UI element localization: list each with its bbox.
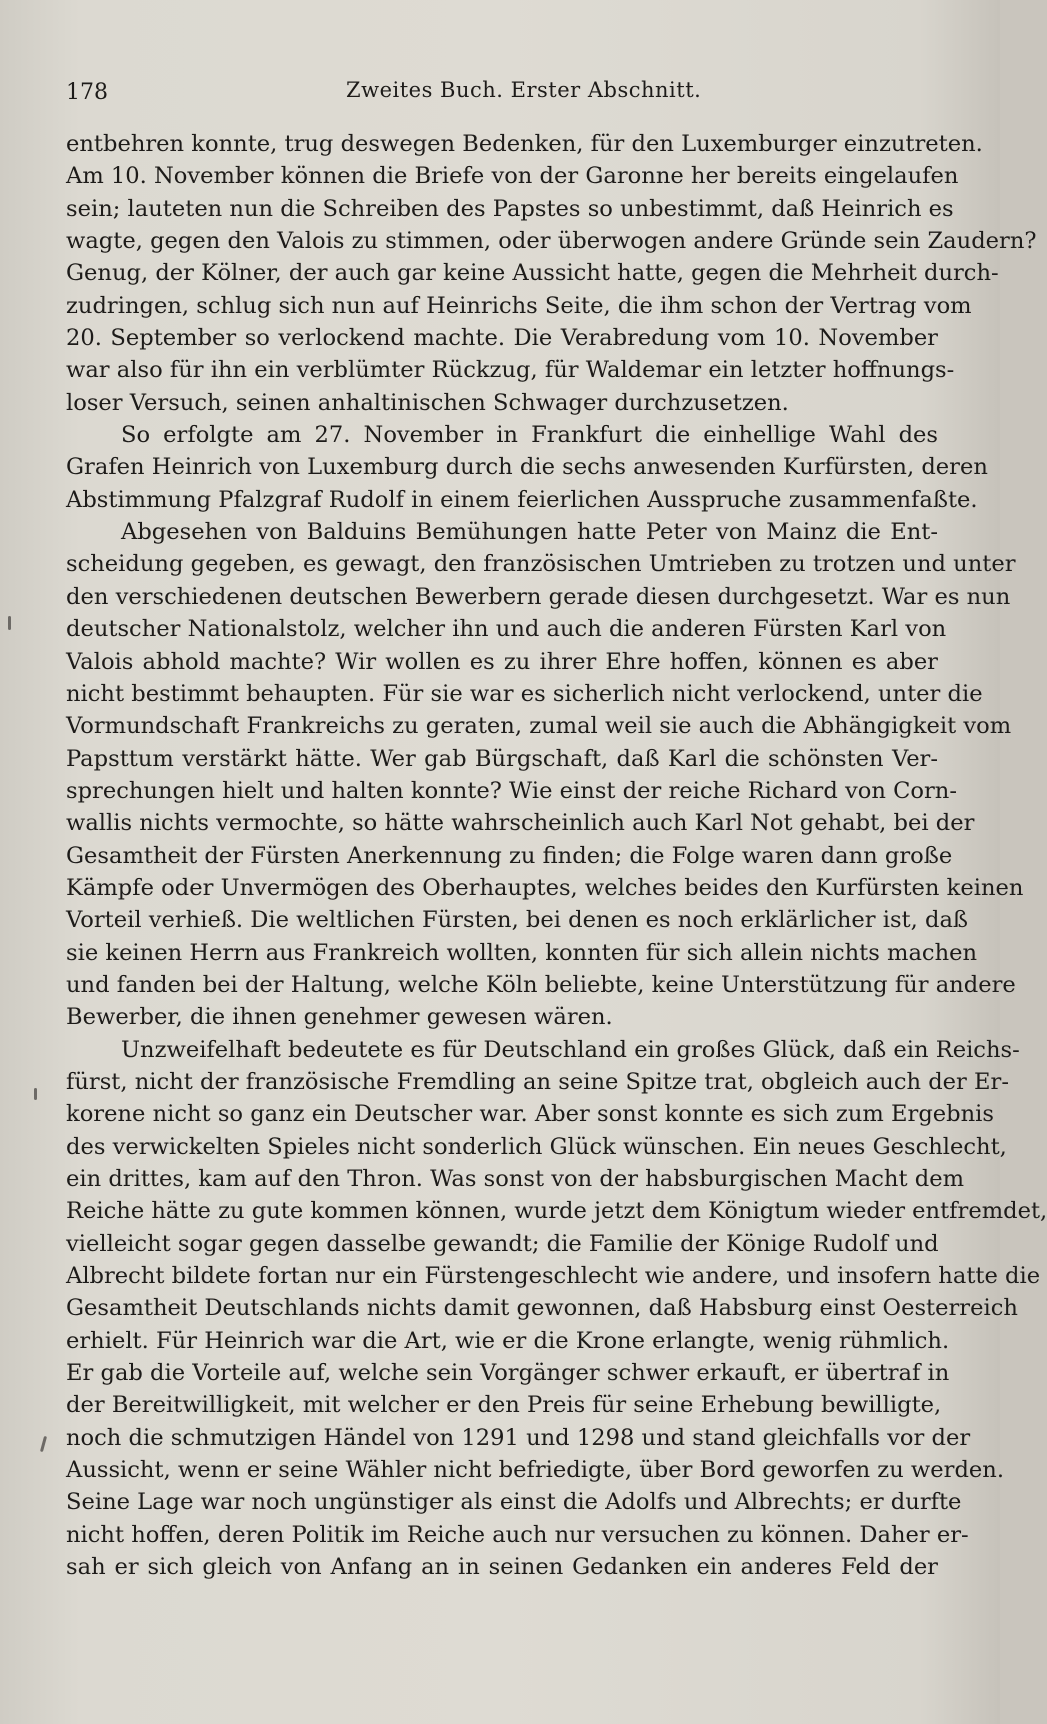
text-line: wagte, gegen den Valois zu stimmen, oder überwogen andere Gründe sein Zaudern?	[66, 228, 1037, 255]
text-line: Abgesehen von Balduins Bemühungen hatte Peter von Mainz die Ent-	[121, 519, 938, 546]
text-line: nicht bestimmt behaupten. Für sie war es sicherlich nicht verlockend, unter die	[66, 680, 983, 707]
text-line: Gesamtheit der Fürsten Anerkennung zu finden; die Folge waren dann große	[66, 842, 953, 869]
text-line: und fanden bei der Haltung, welche Köln beliebte, keine Unterstützung für andere	[66, 971, 1016, 998]
text-line: sein; lauteten nun die Schreiben des Papstes so unbestimmt, daß Heinrich es	[66, 195, 954, 222]
text-line: Am 10. November können die Briefe von der Garonne her bereits eingelaufen	[66, 163, 959, 190]
text-line: noch die schmutzigen Händel von 1291 und 1298 und stand gleichfalls vor der	[66, 1424, 971, 1451]
text-line: 20. September so verlockend machte. Die Verabredung vom 10. November	[66, 325, 938, 352]
text-line: Gesamtheit Deutschlands nichts damit gewonnen, daß Habsburg einst Oesterreich	[66, 1295, 1018, 1322]
text-line: So erfolgte am 27. November in Frankfurt die einhellige Wahl des	[121, 422, 938, 449]
text-line: Bewerber, die ihnen genehmer gewesen wären.	[66, 1004, 613, 1031]
text-line: wallis nichts vermochte, so hätte wahrscheinlich auch Karl Not gehabt, bei der	[66, 810, 975, 837]
text-line: Genug, der Kölner, der auch gar keine Aussicht hatte, gegen die Mehrheit durch-	[66, 260, 999, 287]
text-line: Albrecht bildete fortan nur ein Fürstengeschlecht wie andere, und insofern hatte die	[66, 1263, 1041, 1290]
text-line: Papsttum verstärkt hätte. Wer gab Bürgschaft, daß Karl die schönsten Ver-	[66, 745, 938, 772]
text-line: fürst, nicht der französische Fremdling an seine Spitze trat, obgleich auch der Er-	[66, 1068, 1009, 1095]
text-line: sie keinen Herrn aus Frankreich wollten, konnten für sich allein nichts machen	[66, 939, 978, 966]
page-header	[66, 78, 936, 114]
text-line: Unzweifelhaft bedeutete es für Deutschland ein großes Glück, daß ein Reichs-	[121, 1036, 1020, 1063]
running-title: Zweites Buch. Erster Abschnitt.	[346, 78, 702, 102]
text-line: Vorteil verhieß. Die weltlichen Fürsten, bei denen es noch erklärlicher ist, daß	[66, 907, 969, 934]
text-line: deutscher Nationalstolz, welcher ihn und auch die anderen Fürsten Karl von	[66, 616, 947, 643]
page-number: 178	[66, 80, 108, 105]
margin-mark	[40, 1436, 47, 1452]
text-line: ein drittes, kam auf den Thron. Was sonst von der habsburgischen Macht dem	[66, 1166, 964, 1192]
text-line: Kämpfe oder Unvermögen des Oberhauptes, welches beides den Kurfürsten keinen	[66, 874, 1024, 901]
text-line: Er gab die Vorteile auf, welche sein Vorgänger schwer erkauft, er übertraf in	[66, 1360, 950, 1387]
margin-mark	[34, 1088, 37, 1100]
body-text	[66, 128, 1047, 1583]
text-line: Reiche hätte zu gute kommen können, wurde jetzt dem Königtum wieder entfremdet,	[66, 1198, 1047, 1225]
text-line: erhielt. Für Heinrich war die Art, wie er die Krone erlangte, wenig rühmlich.	[66, 1327, 950, 1354]
text-line: den verschiedenen deutschen Bewerbern gerade diesen durchgesetzt. War es nun	[66, 583, 1011, 610]
text-line: Valois abhold machte? Wir wollen es zu ihrer Ehre hoffen, können es aber	[66, 648, 938, 675]
text-line: Seine Lage war noch ungünstiger als einst die Adolfs und Albrechts; er durfte	[66, 1489, 962, 1516]
margin-mark	[8, 616, 11, 630]
text-line: Vormundschaft Frankreichs zu geraten, zumal weil sie auch die Abhängigkeit vom	[66, 713, 1012, 740]
text-line: zudringen, schlug sich nun auf Heinrichs Seite, die ihm schon der Vertrag vom	[66, 292, 972, 319]
text-line: der Bereitwilligkeit, mit welcher er den Preis für seine Erhebung bewilligte,	[66, 1392, 942, 1419]
text-line: nicht hoffen, deren Politik im Reiche auch nur versuchen zu können. Daher er-	[66, 1521, 969, 1548]
text-line: Abstimmung Pfalzgraf Rudolf in einem feierlichen Ausspruche zusammenfaßte.	[66, 486, 978, 513]
text-line: war also für ihn ein verblümter Rückzug, für Waldemar ein letzter hoffnungs-	[66, 357, 955, 384]
text-line: scheidung gegeben, es gewagt, den französischen Umtrieben zu trotzen und unter	[66, 551, 1016, 578]
text-line: Grafen Heinrich von Luxemburg durch die sechs anwesenden Kurfürsten, deren	[66, 454, 988, 481]
text-line: Aussicht, wenn er seine Wähler nicht befriedigte, über Bord geworfen zu werden.	[66, 1457, 1005, 1484]
text-line: sah er sich gleich von Anfang an in seinen Gedanken ein anderes Feld der	[66, 1554, 938, 1581]
text-line: loser Versuch, seinen anhaltinischen Schwager durchzusetzen.	[66, 389, 789, 416]
text-line: sprechungen hielt und halten konnte? Wie einst der reiche Richard von Corn-	[66, 777, 957, 804]
text-line: des verwickelten Spieles nicht sonderlich Glück wünschen. Ein neues Geschlecht,	[66, 1133, 1007, 1160]
text-line: korene nicht so ganz ein Deutscher war. Aber sonst konnte es sich zum Ergebnis	[66, 1101, 994, 1128]
text-line: entbehren konnte, trug deswegen Bedenken, für den Luxemburger einzutreten.	[66, 131, 983, 157]
text-line: vielleicht sogar gegen dasselbe gewandt; die Familie der Könige Rudolf und	[66, 1230, 939, 1257]
